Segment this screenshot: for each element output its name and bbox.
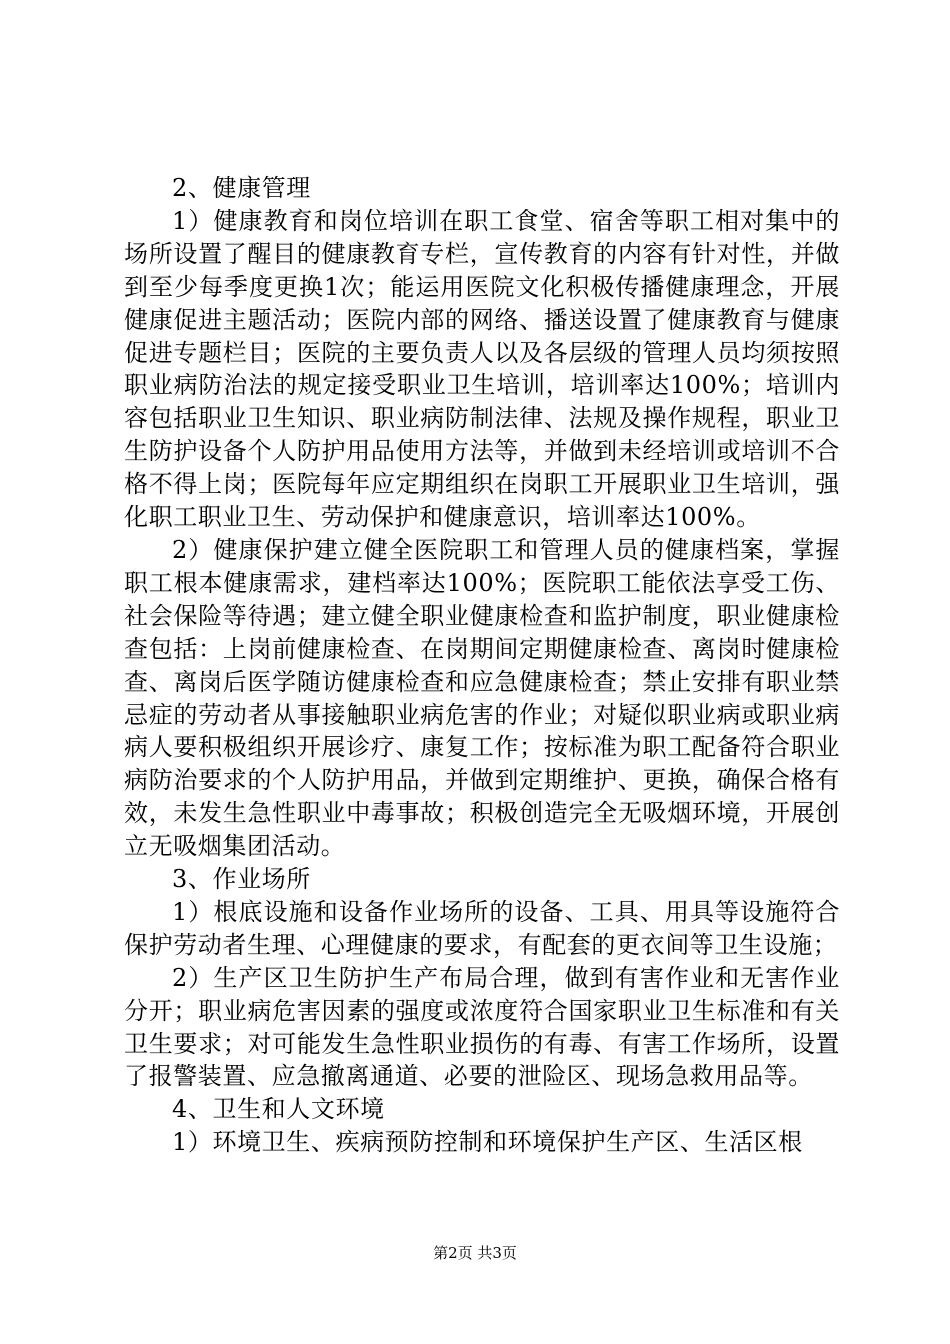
paragraph-facilities: 1）根底设施和设备作业场所的设备、工具、用具等设施符合保护劳动者生理、心理健康的要求，有配套的更衣间等卫生设施； [124, 897, 840, 959]
section-heading-health-management: 2、健康管理 [172, 174, 311, 202]
paragraph-environment-hygiene: 1）环境卫生、疾病预防控制和环境保护生产区、生活区根 [172, 1128, 803, 1157]
paragraph-health-protection: 2）健康保护建立健全医院职工和管理人员的健康档案，掌握职工根本健康需求，建档率达100%；医院职工能依法享受工伤、社会保险等待遇；建立健全职业健康检查和监护制度，职业健康检查包括：上岗前健康检查、在岗期间定期健康检查、离岗时健康检查、离岗后医学随访健康检查和应急健康检查；禁止安排有职业禁忌症的劳动者从事接触职业病危害的作业；对疑似职业病或职业病病人要积极组织开展诊疗、康复工作；按标准为职工配备符合职业病防治要求的个人防护用品，并做到定期维护、更换，确保合格有效，未发生急性职业中毒事故；积极创造完全无吸烟环境，开展创立无吸烟集团活动。 [124, 535, 840, 861]
page-number-footer: 第2页 共3页 [433, 1244, 517, 1262]
document-body [124, 172, 840, 1159]
paragraph-health-education: 1）健康教育和岗位培训在职工食堂、宿舍等职工相对集中的场所设置了醒目的健康教育专栏，宣传教育的内容有针对性，并做到至少每季度更换1次；能运用医院文化积极传播健康理念，开展健康促进主题活动；医院内部的网络、播送设置了健康教育与健康促进专题栏目；医院的主要负责人以及各层级的管理人员均须按照职业病防治法的规定接受职业卫生培训，培训率达100%；培训内容包括职业卫生知识、职业病防制法律、法规及操作规程，职业卫生防护设备个人防护用品使用方法等，并做到未经培训或培训不合格不得上岗；医院每年应定期组织在岗职工开展职业卫生培训，强化职工职业卫生、劳动保护和健康意识，培训率达100%。 [124, 206, 840, 532]
paragraph-production-protection: 2）生产区卫生防护生产布局合理，做到有害作业和无害作业分开；职业病危害因素的强度或浓度符合国家职业卫生标准和有关卫生要求；对可能发生急性职业损伤的有毒、有害工作场所，设置了报警装置、应急撤离通道、必要的泄险区、现场急救用品等。 [124, 963, 840, 1091]
section-heading-workplace: 3、作业场所 [172, 865, 311, 894]
section-heading-environment: 4、卫生和人文环境 [172, 1095, 385, 1124]
